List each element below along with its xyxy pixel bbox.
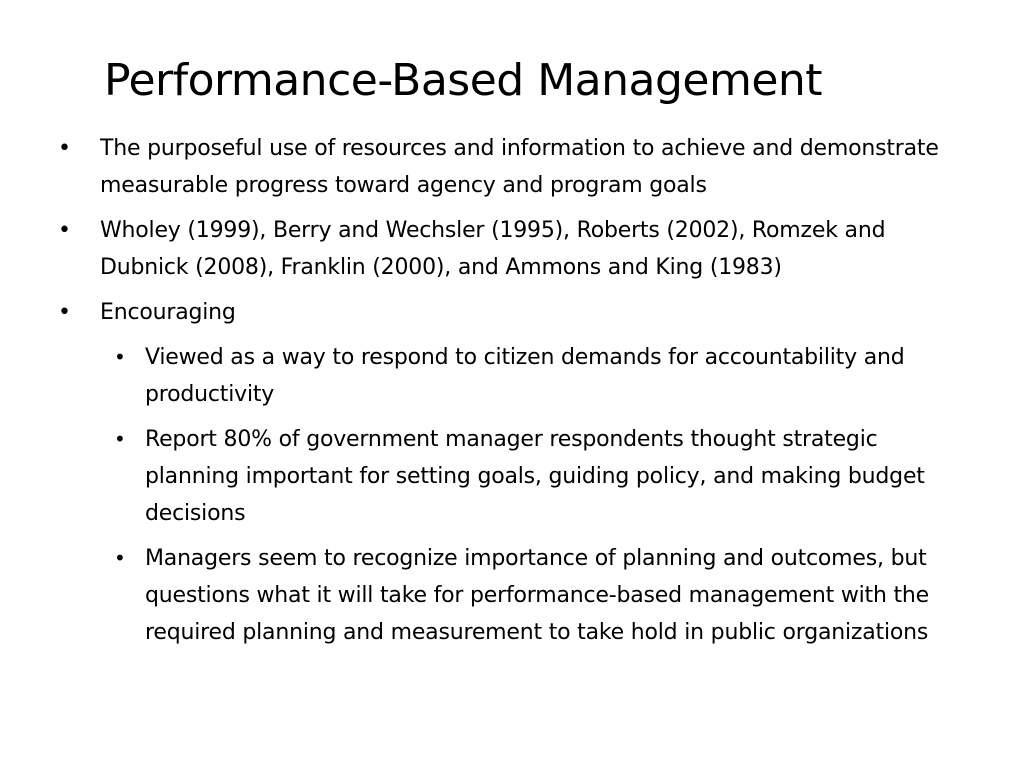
bullet-icon: • bbox=[58, 136, 71, 161]
sub-bullet-item bbox=[58, 339, 968, 413]
sub-bullet-item bbox=[58, 540, 968, 651]
bullet-text: Wholey (1999), Berry and Wechsler (1995), Roberts (2002), Romzek and Dubnick (2008), Franklin (2000), and Ammons and King (1983) bbox=[100, 218, 886, 280]
bullet-list bbox=[58, 130, 968, 659]
bullet-icon: • bbox=[58, 218, 71, 243]
bullet-item bbox=[58, 212, 968, 286]
slide-title: Performance-Based Management bbox=[104, 55, 823, 106]
bullet-text: The purposeful use of resources and information to achieve and demonstrate measurable progress toward agency and program goals bbox=[100, 136, 939, 198]
sub-bullet-icon: • bbox=[114, 345, 126, 369]
sub-bullet-text: Report 80% of government manager respondents thought strategic planning important for setting goals, guiding policy, and making budget decisions bbox=[145, 427, 925, 526]
bullet-text: Encouraging bbox=[100, 300, 236, 325]
bullet-item bbox=[58, 294, 968, 651]
sub-bullet-list bbox=[100, 339, 968, 651]
bullet-icon: • bbox=[58, 300, 71, 325]
bullet-item bbox=[58, 130, 968, 204]
sub-bullet-text: Managers seem to recognize importance of planning and outcomes, but questions what it will take for performance-based management with the required planning and measurement to take hold in public organizations bbox=[145, 546, 930, 645]
sub-bullet-item bbox=[58, 421, 968, 532]
sub-bullet-icon: • bbox=[114, 546, 126, 570]
sub-bullet-icon: • bbox=[114, 427, 126, 451]
sub-bullet-text: Viewed as a way to respond to citizen demands for accountability and productivity bbox=[145, 345, 905, 407]
